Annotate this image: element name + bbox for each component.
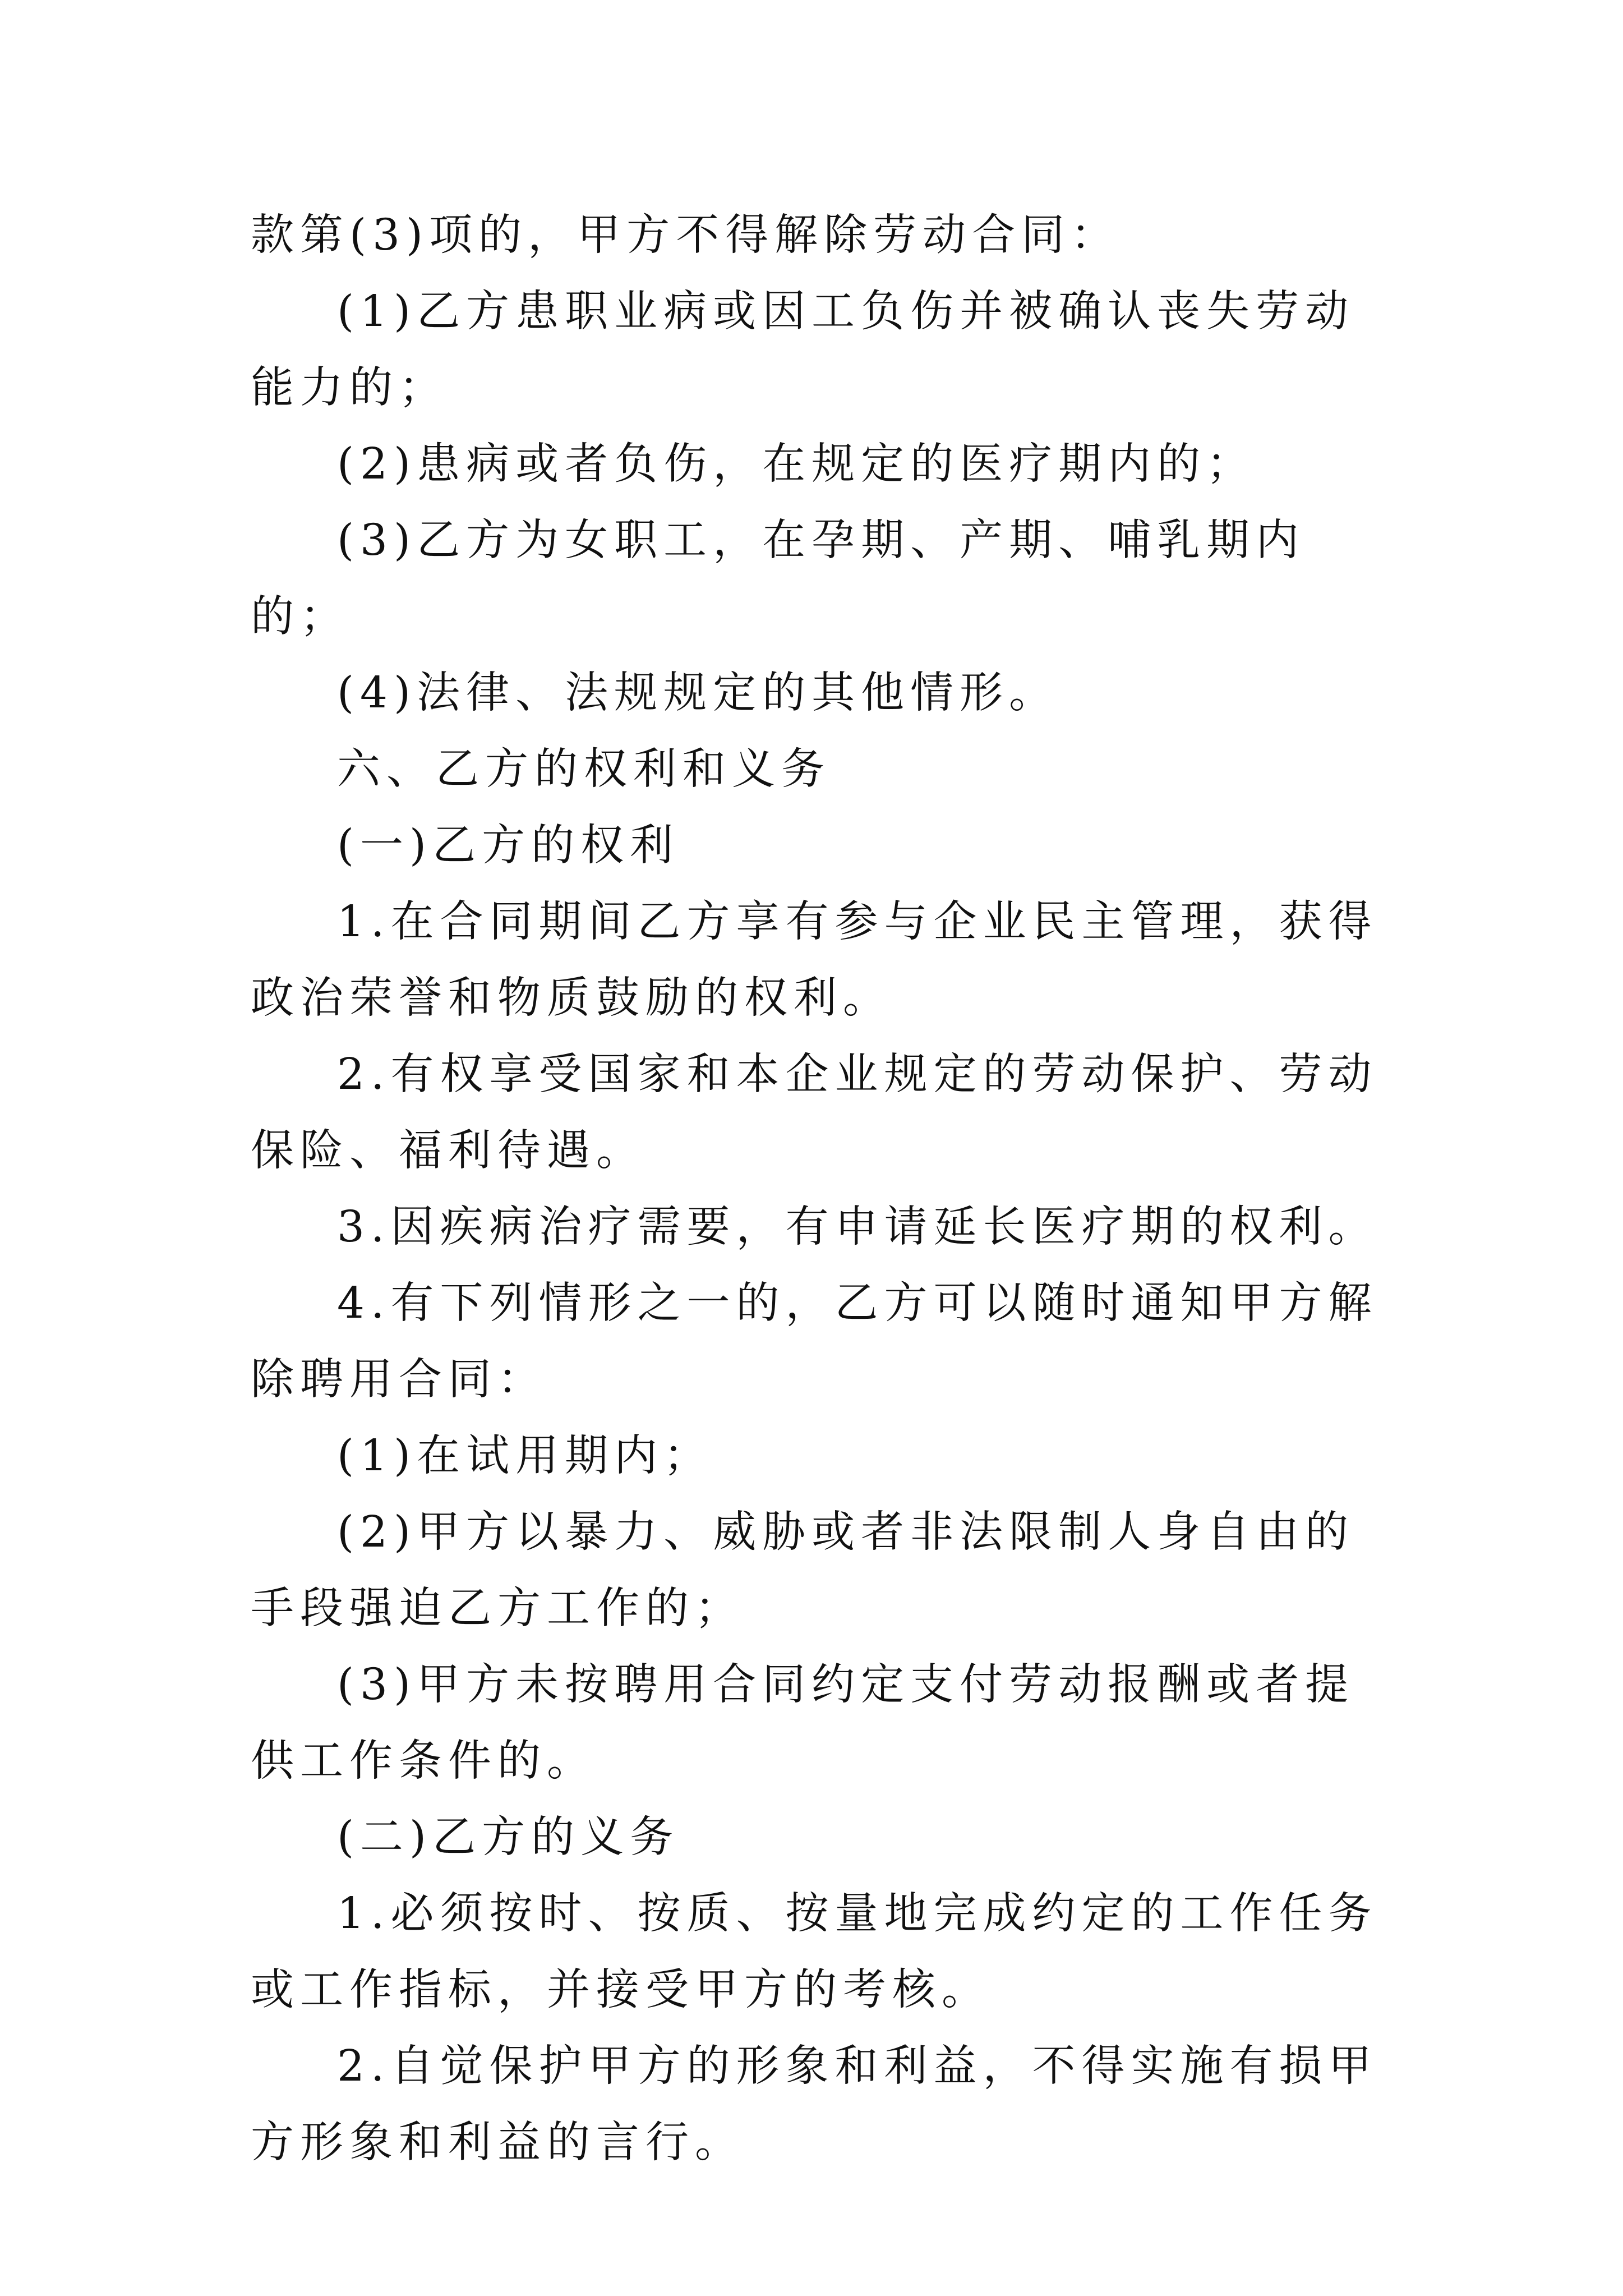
- paragraph-item-4-other-cases: (4)法律、法规规定的其他情形。: [337, 668, 1059, 718]
- subsection-heading-rights: (一)乙方的权利: [337, 821, 680, 871]
- paragraph-right-3: 3.因疾病治疗需要，有申请延长医疗期的权利。: [337, 1202, 1378, 1252]
- paragraph-right-4-item-2: (2)甲方以暴力、威胁或者非法限制人身自由的手段强迫乙方工作的；: [251, 1507, 1355, 1634]
- paragraph-right-1: 1.在合同期间乙方享有参与企业民主管理，获得政治荣誉和物质鼓励的权利。: [251, 897, 1378, 1023]
- paragraph-right-2: 2.有权享受国家和本企业规定的劳动保护、劳动保险、福利待遇。: [251, 1050, 1378, 1176]
- paragraph-right-4-item-3: (3)甲方未按聘用合同约定支付劳动报酬或者提供工作条件的。: [251, 1660, 1355, 1786]
- paragraph-right-4: 4.有下列情形之一的，乙方可以随时通知甲方解除聘用合同：: [251, 1278, 1378, 1405]
- section-heading-rights-obligations: 六、乙方的权利和义务: [337, 744, 831, 794]
- paragraph-right-4-item-1: (1)在试用期内；: [337, 1431, 713, 1481]
- paragraph-continuation: 款第(3)项的，甲方不得解除劳动合同：: [251, 210, 1121, 260]
- document-body: [251, 197, 1394, 2181]
- paragraph-item-2-medical-period: (2)患病或者负伤，在规定的医疗期内的；: [337, 439, 1256, 489]
- paragraph-item-3-female-employee: (3)乙方为女职工，在孕期、产期、哺乳期内的；: [251, 516, 1306, 642]
- subsection-heading-obligations: (二)乙方的义务: [337, 1812, 680, 1862]
- paragraph-obligation-1: 1.必须按时、按质、按量地完成约定的工作任务或工作指标，并接受甲方的考核。: [251, 1889, 1378, 2015]
- paragraph-item-1-occupational-disease: (1)乙方患职业病或因工负伤并被确认丧失劳动能力的；: [251, 287, 1355, 413]
- paragraph-obligation-2: 2.自觉保护甲方的形象和利益，不得实施有损甲方形象和利益的言行。: [251, 2041, 1378, 2168]
